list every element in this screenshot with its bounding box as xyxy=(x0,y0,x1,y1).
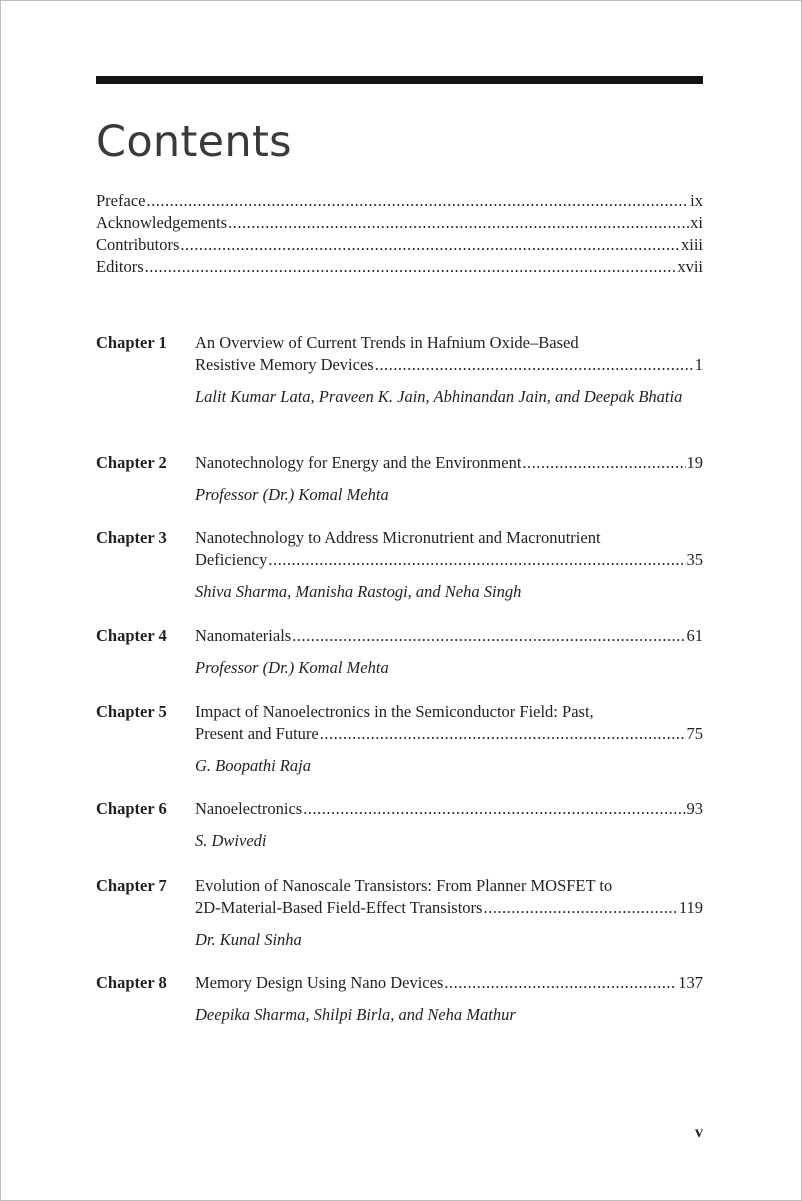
chapter-authors: Lalit Kumar Lata, Praveen K. Jain, Abhinandan Jain, and Deepak Bhatia xyxy=(195,387,683,406)
toc-page-number: ix xyxy=(690,191,703,210)
front-matter-item[interactable] xyxy=(96,234,703,256)
chapter-title-line: Impact of Nanoelectronics in the Semiconductor Field: Past, xyxy=(195,702,594,721)
dot-leader xyxy=(320,723,686,745)
chapter-page-number: 75 xyxy=(686,724,703,743)
front-matter-item[interactable] xyxy=(96,212,703,234)
chapter-title-text: Memory Design Using Nano Devices xyxy=(195,973,444,992)
chapter-title-text: Nanotechnology for Energy and the Environment xyxy=(195,453,522,472)
chapter-authors: S. Dwivedi xyxy=(195,831,267,850)
chapter-title-last-line xyxy=(195,625,703,647)
chapter-label: Chapter 6 xyxy=(96,799,167,818)
chapter-entry-2[interactable] xyxy=(96,452,703,506)
dot-leader xyxy=(146,190,689,212)
chapter-label: Chapter 1 xyxy=(96,333,167,352)
chapter-entry-5[interactable] xyxy=(96,701,703,777)
chapter-title-text: Present and Future xyxy=(195,724,319,743)
dot-leader xyxy=(292,625,685,647)
chapter-title-last-line xyxy=(195,549,703,571)
chapter-authors: Dr. Kunal Sinha xyxy=(195,930,302,949)
chapter-label: Chapter 7 xyxy=(96,876,167,895)
dot-leader xyxy=(303,798,685,820)
chapter-label: Chapter 5 xyxy=(96,702,167,721)
chapter-page-number: 93 xyxy=(686,799,703,818)
chapter-entry-8[interactable] xyxy=(96,972,703,1026)
dot-leader xyxy=(522,452,685,474)
chapter-title-text: Resistive Memory Devices xyxy=(195,355,374,374)
dot-leader xyxy=(268,549,685,571)
chapter-title-last-line xyxy=(195,798,703,820)
dot-leader xyxy=(180,234,680,256)
chapter-page-number: 35 xyxy=(686,550,703,569)
chapter-title-last-line xyxy=(195,897,703,919)
toc-entry-label: Acknowledgements xyxy=(96,213,228,232)
dot-leader xyxy=(483,897,677,919)
dot-leader xyxy=(444,972,677,994)
chapter-label: Chapter 8 xyxy=(96,973,167,992)
toc-page-number: xi xyxy=(690,213,703,232)
chapter-page-number: 19 xyxy=(686,453,703,472)
chapter-entry-4[interactable] xyxy=(96,625,703,679)
chapter-label: Chapter 4 xyxy=(96,626,167,645)
chapter-authors: Professor (Dr.) Komal Mehta xyxy=(195,485,389,504)
chapter-label: Chapter 3 xyxy=(96,528,167,547)
chapter-title-line: Evolution of Nanoscale Transistors: From Planner MOSFET to xyxy=(195,876,613,895)
toc-entry-label: Editors xyxy=(96,257,144,276)
chapter-entry-6[interactable] xyxy=(96,798,703,852)
chapter-title-text: Nanomaterials xyxy=(195,626,292,645)
dot-leader xyxy=(228,212,689,234)
toc-page-number: xiii xyxy=(680,235,703,254)
chapter-authors: Shiva Sharma, Manisha Rastogi, and Neha Singh xyxy=(195,582,522,601)
toc-entry-label: Preface xyxy=(96,191,146,210)
page-title: Contents xyxy=(96,117,292,167)
chapter-title-last-line xyxy=(195,452,703,474)
chapter-entry-1[interactable] xyxy=(96,332,703,408)
front-matter-item[interactable] xyxy=(96,190,703,212)
chapter-title-last-line xyxy=(195,354,703,376)
dot-leader xyxy=(145,256,677,278)
chapter-title-line: Nanotechnology to Address Micronutrient and Macronutrient xyxy=(195,528,601,547)
chapter-title-text: Nanoelectronics xyxy=(195,799,303,818)
chapter-entry-3[interactable] xyxy=(96,527,703,603)
chapter-authors: Professor (Dr.) Komal Mehta xyxy=(195,658,389,677)
chapter-title-last-line xyxy=(195,972,703,994)
chapter-entry-7[interactable] xyxy=(96,875,703,951)
chapter-page-number: 1 xyxy=(694,355,703,374)
page-folio: v xyxy=(695,1124,703,1141)
chapter-title-text: Deficiency xyxy=(195,550,268,569)
chapter-page-number: 61 xyxy=(686,626,703,645)
toc-page-number: xvii xyxy=(677,257,703,276)
front-matter-list xyxy=(96,190,703,278)
chapter-title-last-line xyxy=(195,723,703,745)
chapter-title-line: An Overview of Current Trends in Hafnium Oxide–Based xyxy=(195,333,579,352)
chapter-title-text: 2D-Material-Based Field-Effect Transistors xyxy=(195,898,483,917)
chapter-page-number: 137 xyxy=(678,973,703,992)
top-rule xyxy=(96,76,703,84)
toc-entry-label: Contributors xyxy=(96,235,180,254)
chapter-authors: Deepika Sharma, Shilpi Birla, and Neha Mathur xyxy=(195,1005,516,1024)
chapter-label: Chapter 2 xyxy=(96,453,167,472)
chapter-page-number: 119 xyxy=(678,898,703,917)
chapter-authors: G. Boopathi Raja xyxy=(195,756,311,775)
dot-leader xyxy=(375,354,694,376)
front-matter-item[interactable] xyxy=(96,256,703,278)
